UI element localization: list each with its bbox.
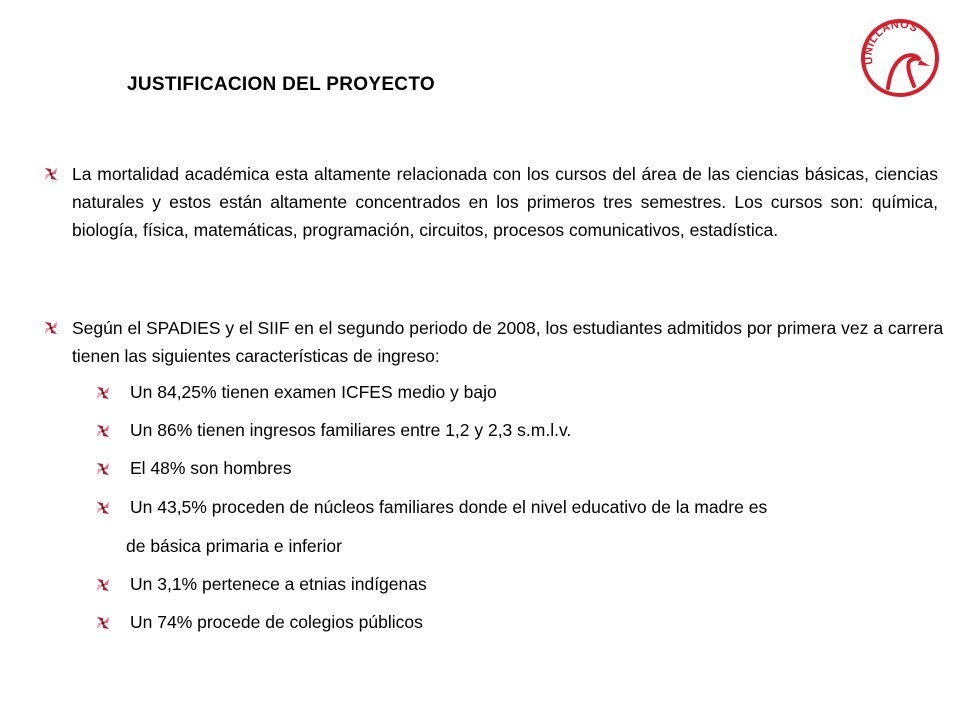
list-item-hombres: El 48% son hombres	[130, 458, 292, 478]
paragraph-mortalidad: La mortalidad académica esta altamente relacionada con los cursos del área de las ciencias básicas, ciencias naturales y estos están altamente concentrados en los primeros tres semestres. Los cursos son: química, biología, física, matemáticas, programación, circuitos, procesos comunicativos, estadística.	[72, 164, 938, 240]
red-pinwheel-bullet-icon	[96, 616, 110, 630]
logo-text: UNILLANOS	[862, 18, 920, 66]
page-title: JUSTIFICACION DEL PROYECTO	[127, 74, 435, 95]
red-pinwheel-bullet-icon	[96, 386, 110, 400]
list-item-etnias: Un 3,1% pertenece a etnias indígenas	[130, 574, 427, 594]
red-pinwheel-bullet-icon	[96, 578, 110, 592]
red-pinwheel-bullet-icon	[44, 321, 58, 335]
list-item-nivel-educativo-continuation: de básica primaria e inferior	[126, 536, 342, 556]
paragraph-spadies: Según el SPADIES y el SIIF en el segundo periodo de 2008, los estudiantes admitidos por primera vez a carrera tienen las siguientes características de ingreso:	[72, 318, 944, 366]
red-pinwheel-bullet-icon	[96, 424, 110, 438]
list-item-nivel-educativo: Un 43,5% proceden de núcleos familiares donde el nivel educativo de la madre es	[130, 497, 768, 517]
red-pinwheel-bullet-icon	[44, 167, 58, 181]
list-item-icfes: Un 84,25% tienen examen ICFES medio y bajo	[130, 382, 497, 402]
red-pinwheel-bullet-icon	[96, 462, 110, 476]
unillanos-logo	[860, 18, 940, 98]
red-pinwheel-bullet-icon	[96, 501, 110, 515]
list-item-ingresos: Un 86% tienen ingresos familiares entre 1,2 y 2,3 s.m.l.v.	[130, 420, 572, 440]
list-item-colegios: Un 74% procede de colegios públicos	[130, 612, 423, 632]
